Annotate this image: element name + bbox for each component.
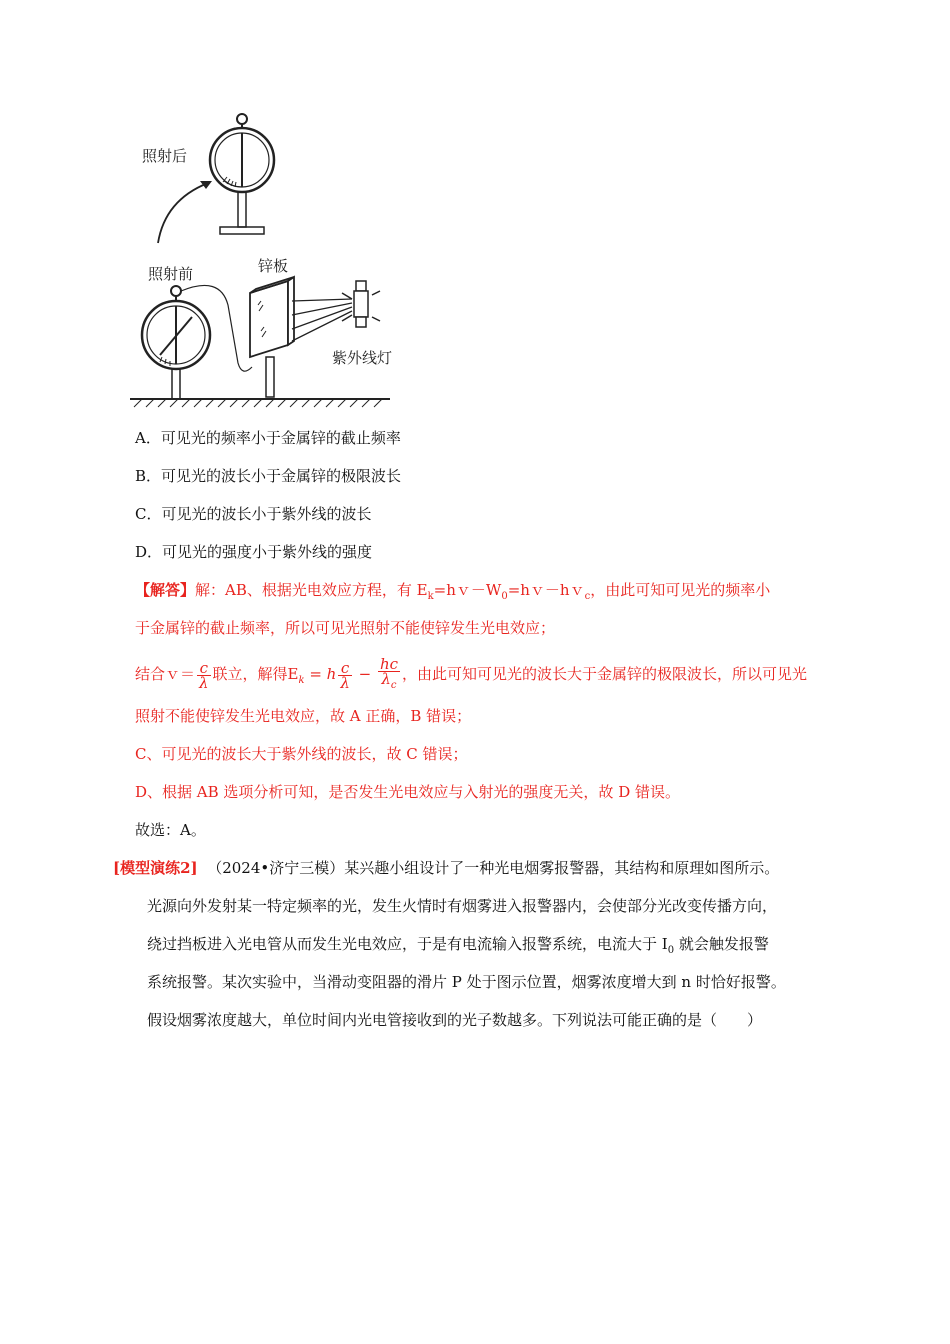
electroscope-figure [120, 105, 430, 420]
electroscope-after [210, 114, 274, 234]
answer-line-3: 结合ｖ＝ $\frac{c}{\lambda}$ 联立，解得$E_k = h$ $\frac{c}{\lambda}$ − $\frac{hc}{\lambda_c}$ ，由此可知可见光的波长大于金属锌的极限波长，所以可见光 [135, 655, 808, 692]
exercise-line-5: 假设烟雾浓度越大，单位时间内光电管接收到的光子数越多。下列说法可能正确的是（ ） [147, 1011, 763, 1029]
fraction-c-over-lambda-2: $\frac{c}{\lambda}$ [340, 658, 350, 692]
connecting-wire [181, 285, 252, 371]
exercise-line-4: 系统报警。某次实验中，当滑动变阻器的滑片 P 处于图示位置，烟雾浓度增大到 n 时恰好报警。 [147, 973, 786, 991]
zinc-plate [250, 277, 294, 397]
option-b: B．可见光的波长小于金属锌的极限波长 [135, 467, 402, 485]
answer-choice: 故选：A。 [135, 821, 206, 839]
label-zinc-plate: 锌板 [258, 257, 289, 275]
exercise-tag: [模型演练2] [113, 859, 198, 877]
exercise-line-1: [模型演练2] （2024•济宁三模）某兴趣小组设计了一种光电烟雾报警器，其结构和原理如图所示。 [113, 859, 780, 877]
answer-line-4: 照射不能使锌发生光电效应，故 A 正确，B 错误； [135, 707, 472, 725]
exercise-line-3: 绕过挡板进入光电管从而发生光电效应，于是有电流输入报警系统，电流大于 $I_0$ 就会触发报警 [147, 935, 769, 956]
option-c: C．可见光的波长小于紫外线的波长 [135, 505, 372, 523]
answer-line-5: C、可见光的波长大于紫外线的波长，故 C 错误； [135, 745, 468, 763]
answer-line-1: 【解答】解：AB、根据光电效应方程，有 $E_k=hv-W_0=hv-hv_c$，由此可知可见光的频率小 [135, 581, 771, 602]
fraction-hc-over-lambda-c: $\frac{hc}{\lambda_c}$ [379, 655, 398, 691]
electroscope-before [142, 286, 210, 399]
answer-line-2: 于金属锌的截止频率，所以可见光照射不能使锌发生光电效应； [135, 619, 556, 637]
option-a: A．可见光的频率小于金属锌的截止频率 [135, 429, 401, 447]
fraction-c-over-lambda: $\frac{c}{\lambda}$ [199, 658, 209, 692]
label-uv-lamp: 紫外线灯 [332, 349, 393, 367]
option-d: D．可见光的强度小于紫外线的强度 [135, 543, 373, 561]
transition-arrow [158, 183, 208, 243]
ground [130, 399, 390, 407]
label-after: 照射后 [142, 147, 188, 165]
label-before: 照射前 [148, 265, 194, 283]
answer-line-6: D、根据 AB 选项分析可知，是否发生光电效应与入射光的强度无关，故 D 错误。 [135, 783, 680, 801]
exercise-line-2: 光源向外发射某一特定频率的光，发生火情时有烟雾进入报警器内，会使部分光改变传播方向， [147, 897, 778, 915]
answer-tag: 【解答】 [135, 581, 196, 599]
